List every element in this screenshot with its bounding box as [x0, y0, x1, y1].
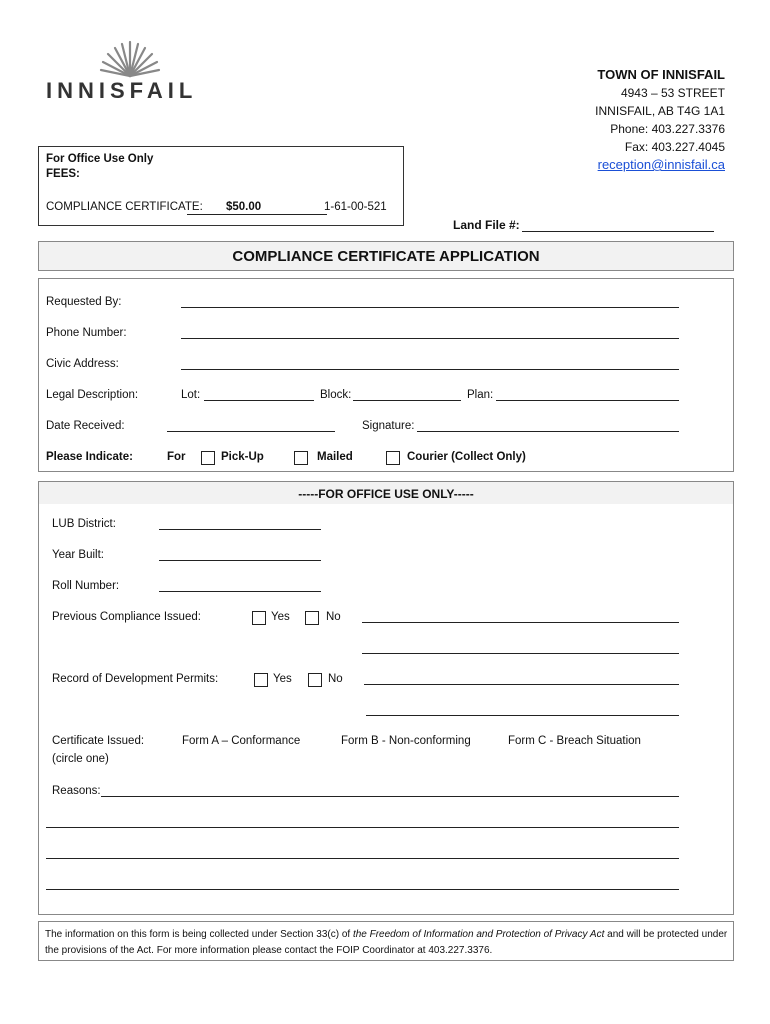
courier-checkbox[interactable] [386, 451, 400, 465]
for-label: For [167, 451, 186, 463]
fees-label: FEES: [46, 168, 80, 180]
record-dev-no-label: No [328, 673, 343, 685]
foip-text-act: the Freedom of Information and Protection of Privacy Act [352, 929, 605, 940]
land-file-field[interactable] [522, 231, 714, 232]
phone-number-label: Phone Number: [46, 327, 127, 339]
office-use-section-heading: -----FOR OFFICE USE ONLY----- [298, 487, 474, 501]
form-a-option[interactable]: Form A – Conformance [182, 735, 301, 747]
land-file-label: Land File #: [453, 218, 520, 232]
office-fees-box [38, 146, 404, 226]
please-indicate-label: Please Indicate: [46, 451, 133, 463]
block-label: Block: [320, 389, 352, 401]
prev-compliance-field-2[interactable] [362, 653, 679, 654]
prev-compliance-no-label: No [326, 611, 341, 623]
date-received-field[interactable] [167, 431, 335, 432]
pickup-checkbox[interactable] [201, 451, 215, 465]
signature-field[interactable] [417, 431, 679, 432]
civic-address-label: Civic Address: [46, 358, 119, 370]
reasons-field-4[interactable] [46, 889, 679, 890]
title-bar [38, 241, 734, 271]
pickup-label: Pick-Up [221, 451, 264, 463]
foip-text-2: and will be protected under the provisions of the Act. For more information please contact the FOIP Coordinator at 403.227.3376. [45, 929, 728, 956]
town-name: TOWN OF INNISFAIL [597, 67, 725, 82]
foip-notice [38, 921, 734, 961]
fee-line [187, 214, 327, 215]
prev-compliance-label: Previous Compliance Issued: [52, 611, 201, 623]
prev-compliance-field-1[interactable] [362, 622, 679, 623]
roll-number-field[interactable] [159, 591, 321, 592]
town-fax: Fax: 403.227.4045 [624, 140, 725, 154]
form-b-option[interactable]: Form B - Non-conforming [341, 735, 471, 747]
roll-number-label: Roll Number: [52, 580, 120, 592]
signature-label: Signature: [362, 420, 415, 432]
logo-wordmark: INNISFAIL [46, 78, 198, 103]
plan-field[interactable] [496, 400, 679, 401]
lot-field[interactable] [204, 400, 314, 401]
town-city: INNISFAIL, AB T4G 1A1 [595, 104, 725, 118]
foip-notice-text [45, 927, 729, 959]
town-phone: Phone: 403.227.3376 [610, 122, 725, 136]
requested-by-field[interactable] [181, 307, 679, 308]
legal-description-label: Legal Description: [46, 389, 139, 401]
logo [44, 38, 204, 102]
foip-text-1: The information on this form is being collected under Section 33(c) of [45, 929, 353, 940]
circle-one-label: (circle one) [52, 753, 109, 765]
lub-district-field[interactable] [159, 529, 321, 530]
fee-amount: $50.00 [226, 201, 262, 213]
record-dev-yes-checkbox[interactable] [254, 673, 268, 687]
reasons-label: Reasons: [52, 785, 101, 797]
sunburst-icon [98, 38, 162, 80]
record-dev-field-1[interactable] [364, 684, 679, 685]
reasons-field-3[interactable] [46, 858, 679, 859]
lot-label: Lot: [181, 389, 201, 401]
requested-by-label: Requested By: [46, 296, 122, 308]
prev-compliance-no-checkbox[interactable] [305, 611, 319, 625]
phone-number-field[interactable] [181, 338, 679, 339]
record-dev-field-2[interactable] [366, 715, 679, 716]
town-street: 4943 – 53 STREET [620, 86, 725, 100]
courier-label: Courier (Collect Only) [407, 451, 526, 463]
plan-label: Plan: [467, 389, 494, 401]
reasons-field-1[interactable] [101, 796, 679, 797]
cert-issued-label: Certificate Issued: [52, 735, 145, 747]
form-c-option[interactable]: Form C - Breach Situation [508, 735, 641, 747]
date-received-label: Date Received: [46, 420, 125, 432]
record-dev-label: Record of Development Permits: [52, 673, 219, 685]
compliance-cert-label: COMPLIANCE CERTIFICATE: [46, 201, 203, 213]
reasons-field-2[interactable] [46, 827, 679, 828]
civic-address-field[interactable] [181, 369, 679, 370]
office-use-section [38, 481, 734, 915]
account-code: 1-61-00-521 [324, 201, 387, 213]
year-built-field[interactable] [159, 560, 321, 561]
record-dev-no-checkbox[interactable] [308, 673, 322, 687]
town-email-link[interactable]: reception@innisfail.ca [597, 157, 725, 172]
mailed-checkbox[interactable] [294, 451, 308, 465]
lub-district-label: LUB District: [52, 518, 116, 530]
year-built-label: Year Built: [52, 549, 104, 561]
page-title: COMPLIANCE CERTIFICATE APPLICATION [232, 248, 540, 265]
block-field[interactable] [353, 400, 461, 401]
prev-compliance-yes-label: Yes [271, 611, 290, 623]
prev-compliance-yes-checkbox[interactable] [252, 611, 266, 625]
mailed-label: Mailed [317, 451, 353, 463]
applicant-section [38, 278, 734, 472]
town-header [505, 66, 725, 174]
office-use-heading: For Office Use Only [46, 153, 154, 165]
record-dev-yes-label: Yes [273, 673, 292, 685]
